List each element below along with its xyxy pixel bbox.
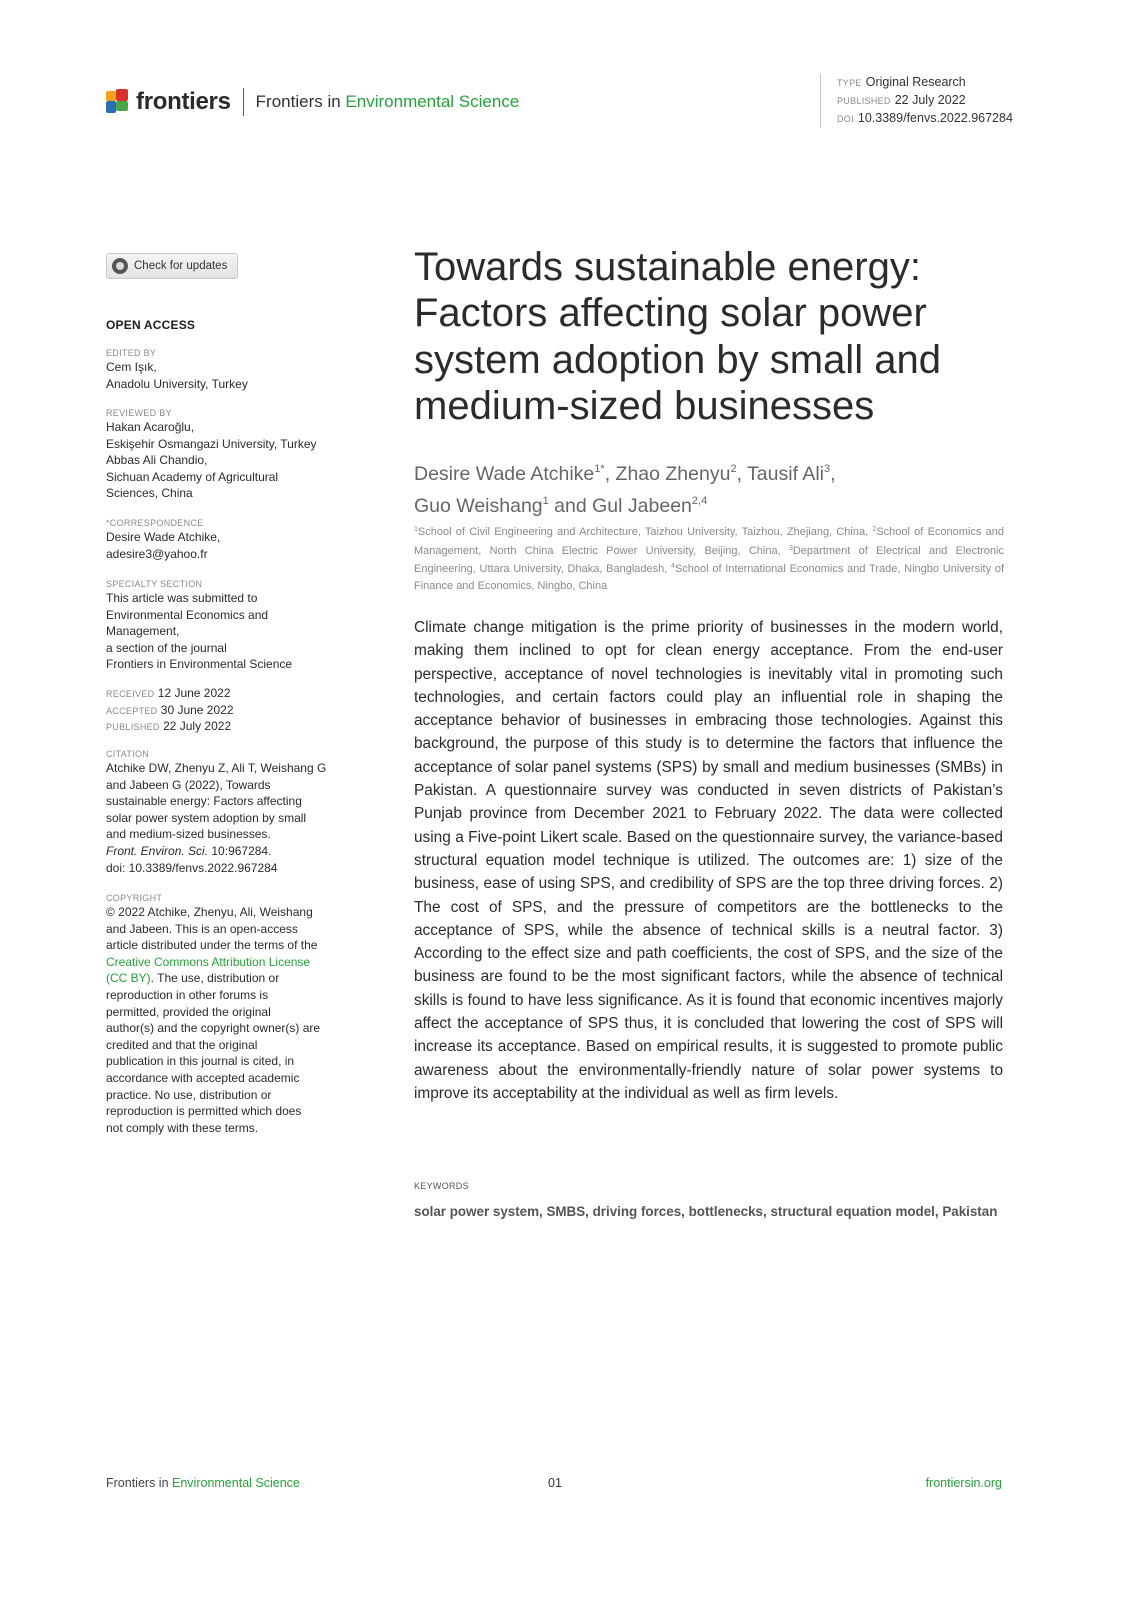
footer-journal-prefix: Frontiers in xyxy=(106,1476,169,1490)
author-affil-sup: 1* xyxy=(594,463,605,475)
specialty-line: a section of the journal xyxy=(106,640,227,655)
citation-section xyxy=(106,748,341,876)
copyright-line: reproduction in other forums is xyxy=(106,987,269,1002)
type-label: TYPE xyxy=(837,78,862,88)
footer-journal[interactable] xyxy=(106,1476,300,1490)
type-value: Original Research xyxy=(865,75,966,89)
accepted-date: 30 June 2022 xyxy=(160,702,234,717)
editor-line: Cem Işık, xyxy=(106,360,157,374)
citation-line: and Jabeen G (2022), Towards xyxy=(106,777,271,792)
update-icon xyxy=(112,258,128,274)
title-line: system adoption by small and xyxy=(414,337,941,382)
citation-doi[interactable]: doi: 10.3389/fenvs.2022.967284 xyxy=(106,860,278,875)
article-meta xyxy=(820,74,1013,128)
citation-line: Atchike DW, Zhenyu Z, Ali T, Weishang G xyxy=(106,761,327,775)
reviewer-line: Abbas Ali Chandio, xyxy=(106,453,208,468)
reviewer-line: Eskişehir Osmangazi University, Turkey xyxy=(106,436,317,451)
published-value: 22 July 2022 xyxy=(894,93,966,107)
logo-divider xyxy=(243,88,244,116)
copyright-label: COPYRIGHT xyxy=(106,893,163,903)
frontiers-logo-icon xyxy=(106,89,130,115)
author-name[interactable]: Tausif Ali xyxy=(747,463,824,485)
keywords-label: KEYWORDS xyxy=(414,1181,469,1191)
title-line: medium-sized businesses xyxy=(414,383,875,428)
author-name[interactable]: Guo Weishang xyxy=(414,495,543,517)
page-number: 01 xyxy=(548,1476,562,1490)
citation-label: CITATION xyxy=(106,749,150,759)
title-line: Towards sustainable energy: xyxy=(414,245,921,289)
doi-label: DOI xyxy=(837,114,854,124)
copyright-line: not comply with these terms. xyxy=(106,1120,259,1135)
citation-line: sustainable energy: Factors affecting xyxy=(106,794,302,809)
specialty-line: Frontiers in Environmental Science xyxy=(106,657,293,672)
citation-journal: Front. Environ. Sci. xyxy=(106,843,209,858)
copyright-section xyxy=(106,892,341,1136)
journal-name xyxy=(256,92,520,112)
specialty-line: Management, xyxy=(106,624,180,639)
copyright-line: publication in this journal is cited, in xyxy=(106,1054,295,1069)
copyright-line: practice. No use, distribution or xyxy=(106,1087,272,1102)
footer-journal-name: Environmental Science xyxy=(172,1476,300,1490)
author-affil-sup: 1 xyxy=(542,495,549,507)
journal-logo[interactable] xyxy=(106,88,519,116)
author-name[interactable]: Desire Wade Atchike xyxy=(414,463,595,485)
correspondence-label: *CORRESPONDENCE xyxy=(106,518,204,528)
correspondence-email[interactable]: adesire3@yahoo.fr xyxy=(106,546,208,561)
reviewed-by-section xyxy=(106,407,341,502)
reviewed-by-label: REVIEWED BY xyxy=(106,408,172,418)
author-name[interactable]: Zhao Zhenyu xyxy=(615,463,731,485)
journal-title: Environmental Science xyxy=(345,92,520,111)
reviewer-line: Sciences, China xyxy=(106,486,193,501)
copyright-line: reproduction is permitted which does xyxy=(106,1104,302,1119)
author-affil-sup: 3 xyxy=(824,463,831,475)
title-line: Factors affecting solar power xyxy=(414,291,927,336)
specialty-section xyxy=(106,578,341,673)
accepted-label: ACCEPTED xyxy=(106,705,158,716)
affil-sup: 2 xyxy=(872,526,877,533)
copyright-line: accordance with accepted academic xyxy=(106,1070,300,1085)
copyright-line: article distributed under the terms of the xyxy=(106,938,318,953)
license-link-abbr[interactable]: (CC BY) xyxy=(106,971,151,986)
keywords: solar power system, SMBS, driving forces, bottlenecks, structural equation model, Pakistan xyxy=(414,1204,998,1219)
citation-line: solar power system adoption by small xyxy=(106,810,307,825)
correspondence-name: Desire Wade Atchike, xyxy=(106,530,221,544)
editor-line: Anadolu University, Turkey xyxy=(106,376,248,391)
copyright-line: . The use, distribution or xyxy=(150,971,280,986)
copyright-line: and Jabeen. This is an open-access xyxy=(106,921,298,936)
affiliations xyxy=(414,522,1004,594)
copyright-line: credited and that the original xyxy=(106,1037,258,1052)
footer-site-link[interactable]: frontiersin.org xyxy=(925,1476,1002,1490)
affil-sup: 4 xyxy=(671,563,675,571)
received-date: 12 June 2022 xyxy=(157,686,231,700)
copyright-line: permitted, provided the original xyxy=(106,1004,271,1019)
doi-value[interactable]: 10.3389/fenvs.2022.967284 xyxy=(857,111,1013,125)
license-link[interactable]: Creative Commons Attribution License xyxy=(106,954,311,969)
copyright-line: author(s) and the copyright owner(s) are xyxy=(106,1021,321,1036)
journal-prefix: Frontiers in xyxy=(255,92,341,111)
affiliation: School of Economics and Management, North China Electric Power University, Beijing, China, xyxy=(414,526,1004,557)
author-affil-sup: 2,4 xyxy=(691,495,708,507)
abstract: Climate change mitigation is the prime priority of businesses in the modern world, making them inclined to opt for clean energy acceptance. From the end-user perspective, acceptance of novel technologies is inevitably vital in promoting such technologies, and certain factors could play an influential role in shaping the acceptance behavior of businesses in embracing those technologies. Against this background, the purpose of this study is to determine the factors that influence the acceptance of solar panel systems (SPS) by small and medium businesses (SMBs) in Pakistan. A questionnaire survey was conducted in seven districts of Pakistan’s Punjab province from December 2021 to February 2022. The data were collected using a Five-point Likert scale. Based on the questionnaire survey, the variance-based structural equation model technique is utilized. The outcomes are: 1) size of the business, ease of using SPS, and credibility of SPS are the top three driving forces. 2) The cost of SPS, and the pressure of competitors are the bottlenecks to the acceptance of SPS, while the absence of technical skills is a neutral factor. 3) According to the effect size and path coefficients, the cost of SPS, and the size of the business are found to be the most significant factors, while the absence of technical skills is found to have less significance. As it is found that economic incentives majorly affect the acceptance of SPS thus, it is concluded that lowering the cost of SPS will increase its acceptance. Based on empirical results, it is suggested to promote public awareness about the environmentally-friendly nature of solar power systems to improve its acceptability at the individual as well as firm levels. xyxy=(414,619,1003,1102)
specialty-label: SPECIALTY SECTION xyxy=(106,579,203,589)
reviewer-line: Hakan Acaroğlu, xyxy=(106,420,195,434)
correspondence-section xyxy=(106,517,341,562)
dates-section xyxy=(106,685,341,735)
author-name[interactable]: Gul Jabeen xyxy=(592,495,692,517)
check-for-updates-button[interactable] xyxy=(106,253,238,279)
logo-wordmark: frontiers xyxy=(136,88,231,115)
citation-line: and medium-sized businesses. xyxy=(106,827,271,842)
copyright-line: © 2022 Atchike, Zhenyu, Ali, Weishang xyxy=(106,905,313,919)
affil-sup: 3 xyxy=(788,544,793,552)
affiliation: School of International Economics and Trade, Ningbo University of Finance and Economics, Ningbo, China xyxy=(414,563,1005,592)
check-updates-label: Check for updates xyxy=(134,260,228,272)
published-label: PUBLISHED xyxy=(106,722,160,733)
citation-volume: 10:967284. xyxy=(208,843,272,858)
published-date: 22 July 2022 xyxy=(163,719,232,734)
reviewer-line: Sichuan Academy of Agricultural xyxy=(106,469,279,484)
edited-by-label: EDITED BY xyxy=(106,348,157,358)
specialty-line: This article was submitted to xyxy=(106,591,258,605)
received-label: RECEIVED xyxy=(106,689,155,699)
affiliation: School of Civil Engineering and Architecture, Taizhou University, Taizhou, Zhejiang, China, xyxy=(417,526,873,538)
author-affil-sup: 2 xyxy=(730,463,737,475)
affil-sup: 1 xyxy=(414,526,418,533)
author-list: Desire Wade Atchike$^{1*}$, Zhao Zhenyu$^2$, Tausif Ali$^3$, Guo Weishang$^1$ and Gul Jabeen$^{2,4}$ xyxy=(414,463,836,517)
edited-by-section xyxy=(106,347,341,392)
published-label: PUBLISHED xyxy=(837,96,891,106)
specialty-line: Environmental Economics and xyxy=(106,607,269,622)
open-access-label: OPEN ACCESS xyxy=(106,318,196,332)
affiliation: Department of Electrical and Electronic Engineering, Uttara University, Dhaka, Bangladesh, xyxy=(414,544,1004,576)
article-title xyxy=(414,244,1014,429)
